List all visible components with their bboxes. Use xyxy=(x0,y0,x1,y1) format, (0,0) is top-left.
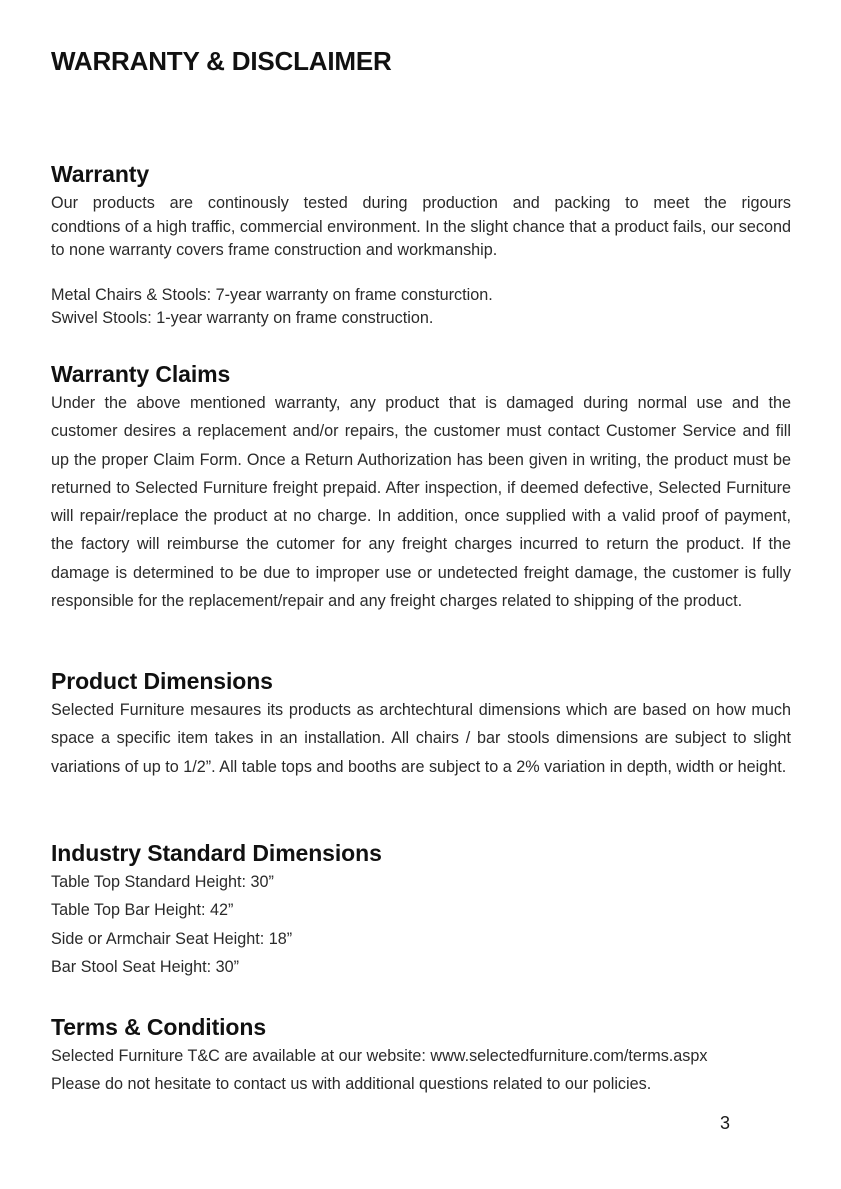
page-title: WARRANTY & DISCLAIMER xyxy=(51,46,392,76)
warranty-heading: Warranty xyxy=(51,161,150,187)
dimension-bar-stool-seat: Bar Stool Seat Height: 30” xyxy=(51,957,240,976)
terms-website-line: Selected Furniture T&C are available at our website: www.selectedfurniture.com/terms.aspx xyxy=(51,1047,708,1065)
warranty-intro-body: condtions of a high traffic, commercial environment. In the slight chance that a product fails, our second to none warranty covers frame construction and workmanship. xyxy=(51,218,791,260)
warranty-claims-section xyxy=(51,359,791,615)
dimension-table-top-standard: Table Top Standard Height: 30” xyxy=(51,873,274,891)
terms-contact-line: Please do not hesitate to contact us with additional questions related to our policies. xyxy=(51,1075,652,1094)
warranty-item-swivel-stools: Swivel Stools: 1-year warranty on frame construction. xyxy=(51,309,434,328)
dimension-table-top-bar: Table Top Bar Height: 42” xyxy=(51,901,234,920)
terms-heading: Terms & Conditions xyxy=(51,1014,267,1040)
industry-dimensions-heading: Industry Standard Dimensions xyxy=(51,840,382,866)
warranty-item-metal-chairs: Metal Chairs & Stools: 7-year warranty on frame consturction. xyxy=(51,286,493,305)
product-dimensions-heading: Product Dimensions xyxy=(51,668,273,694)
product-dimensions-body: Selected Furniture mesaures its products as archtechtural dimensions which are based on how much space a specific item takes in an installation. All chairs / bar stools dimensions are subject to slight variations of up to 1/2”. All table tops and booths are subject to a 2% variation in depth, width or height. xyxy=(51,701,791,776)
terms-section xyxy=(51,1012,791,1099)
page-number: 3 xyxy=(719,1113,730,1133)
warranty-section xyxy=(51,159,791,330)
warranty-claims-heading: Warranty Claims xyxy=(51,361,231,387)
industry-dimensions-section xyxy=(51,838,791,981)
product-dimensions-section xyxy=(51,666,791,781)
document-page xyxy=(51,0,791,1189)
warranty-claims-body: Under the above mentioned warranty, any product that is damaged during normal use and the customer desires a replacement and/or repairs, the customer must contact Customer Service and fill up the proper Claim Form. Once a Return Authorization has been given in writing, the product must be returned to Selected Furniture freight prepaid. After inspection, if deemed defective, Selected Furniture will repair/replace the product at no charge. In addition, once supplied with a valid proof of payment, the factory will reimburse the cutomer for any freight charges incurred to return the product. If the damage is determined to be due to improper use or undetected freight damage, the customer is fully responsible for the replacement/repair and any freight charges related to shipping of the product. xyxy=(51,394,791,611)
dimension-side-armchair-seat: Side or Armchair Seat Height: 18” xyxy=(51,929,293,948)
warranty-intro-line-1: Our products are continously tested during production and packing to meet the rigours xyxy=(51,194,791,212)
warranty-list xyxy=(51,284,791,330)
